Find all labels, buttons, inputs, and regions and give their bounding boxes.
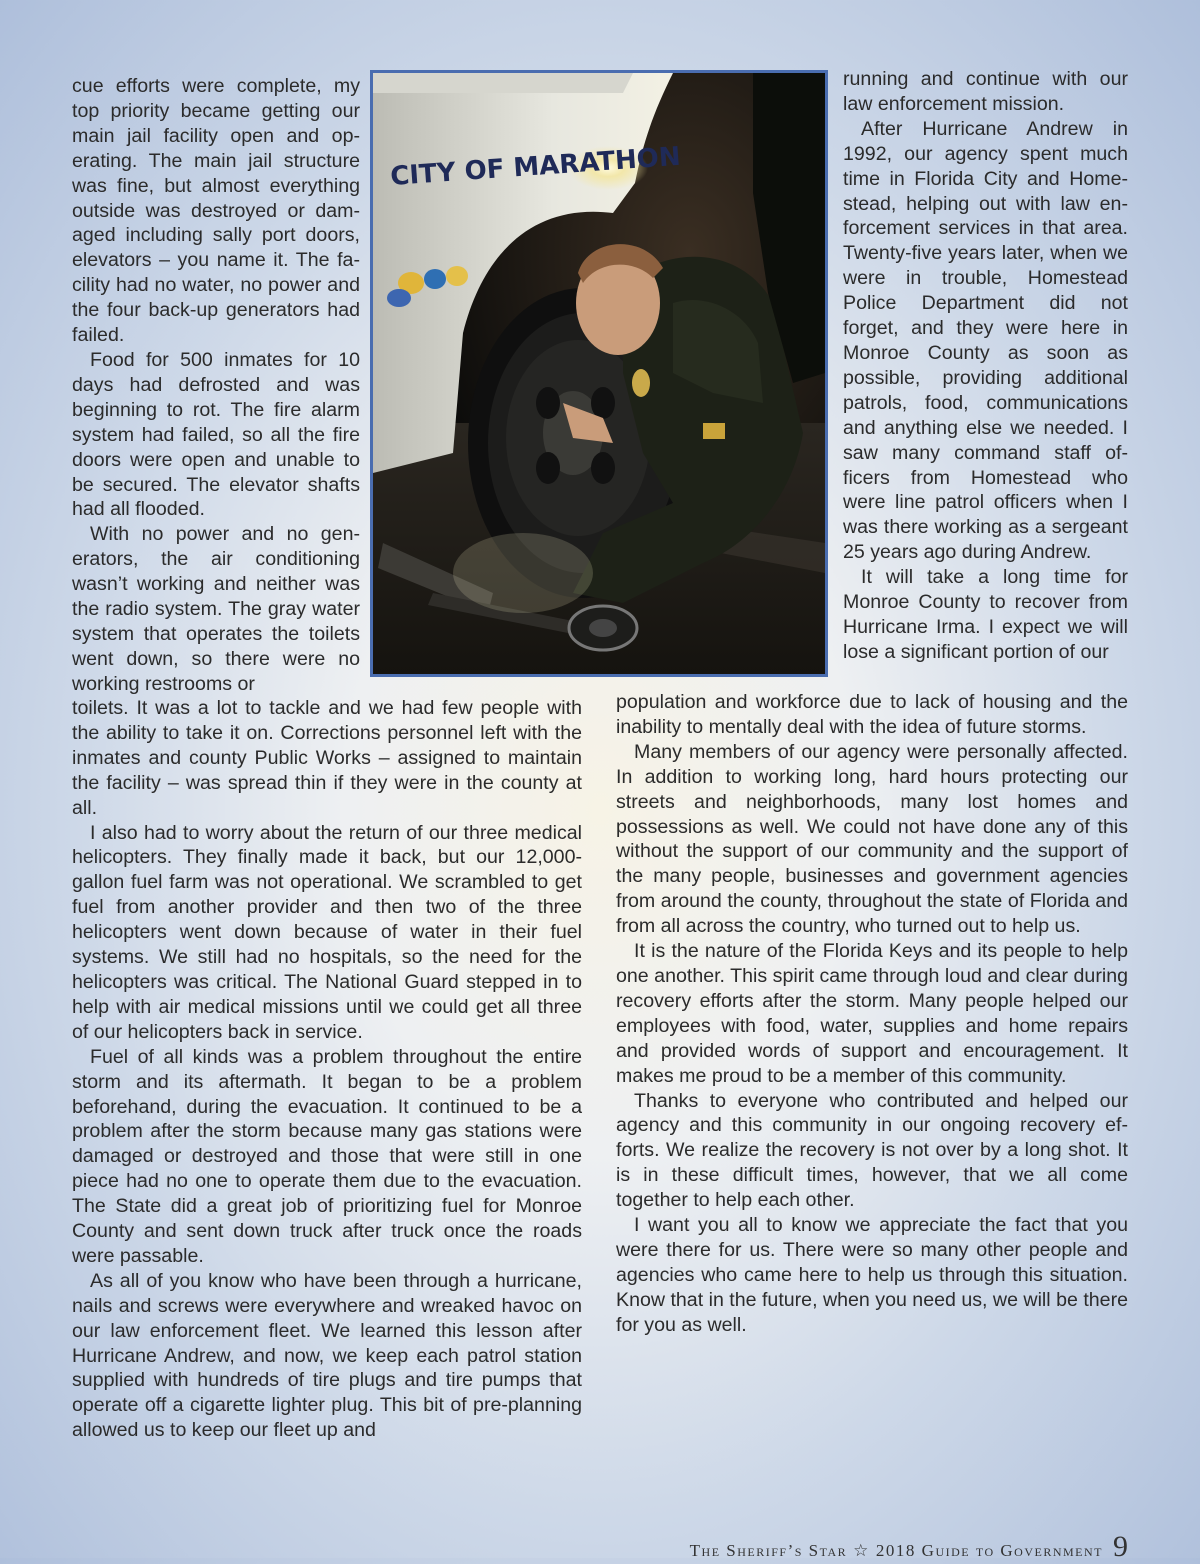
- article-column-left-top: [72, 74, 360, 697]
- paragraph: With no power and no generators, the air conditioning wasn’t working and neither was the radio system. The gray water system that operates the toilets went down, so there were no working restrooms or: [72, 523, 360, 695]
- article-photo: [370, 70, 828, 677]
- publication-name: The Sheriff’s Star: [689, 1541, 848, 1560]
- paragraph: toilets. It was a lot to tackle and we had few people with the ability to take it on. Corrections personnel left with the inmates and county Public Works – assigned to maintain the facility – was spread thin if they were in the county at all.: [72, 697, 582, 819]
- paragraph: Food for 500 inmates for 10 days had defrosted and was beginning to rot. The fire alarm system had failed, so all the fire doors were open and unable to be secured. The elevator shafts had all flooded.: [72, 348, 360, 521]
- paragraph: Fuel of all kinds was a problem throughout the entire storm and its aftermath. It began to be a problem beforehand, during the evacuation. It continued to be a problem after the storm because many gas stations were damaged or destroyed and those that were still in one piece had no one to operate them due to the evacuation. The State did a great job of prioritizing fuel for Monroe County and sent down truck after truck once the roads were passable.: [72, 1045, 582, 1267]
- paragraph: population and workforce due to lack of housing and the inability to mentally deal with the idea of future storms.: [616, 691, 1128, 738]
- paragraph: Many members of our agency were personally affected. In addition to working long, hard hours protecting our streets and neighborhoods, many lost homes and possessions as well. We could not have done any of this without the support of our community and the support of the many people, businesses and government agencies from around the county, throughout the state of Florida and from all across the country, who turned out to help us.: [616, 740, 1128, 938]
- article-column-left-bottom: [72, 696, 582, 1443]
- vehicle-lettering: CITY OF MARATHON: [389, 141, 682, 192]
- paragraph: cue efforts were complete, my top priority became getting our main jail facility open and operating. The main jail structure was fine, but almost everything outside was destroyed or damaged including sally port doors, elevators – you name it. The facility had no water, no power and the four back-up generators had failed.: [72, 75, 360, 347]
- page-number: 9: [1113, 1530, 1128, 1563]
- paragraph: As all of you know who have been through a hurricane, nails and screws were everywhere and wreaked havoc on our law enforcement fleet. We learned this lesson after Hurricane Andrew, and now, we keep each patrol station supplied with hundreds of tire plugs and tire pumps that operate off a cigarette lighter plug. This bit of pre-planning allowed us to keep our fleet up and: [72, 1269, 582, 1442]
- paragraph: It will take a long time for Monroe County to recover from Hurricane Irma. I expect we will lose a significant portion of our: [843, 566, 1128, 663]
- article-column-right-top: [843, 67, 1128, 665]
- paragraph: I want you all to know we appreciate the fact that you were there for us. There were so many other people and agencies who came here to help us through this situation. Know that in the future, when you need us, we will be there for you as well.: [616, 1214, 1128, 1336]
- paragraph: running and continue with our law enforcement mission.: [843, 68, 1128, 115]
- paragraph: After Hurricane Andrew in 1992, our agency spent much time in Florida City and Homestead, helping out with law enforcement services in that area. Twenty-five years later, when we were in trouble, Homestead Police Department did not forget, and they were here in Monroe County as soon as possible, providing additional patrols, food, communications and anything else we needed. I saw many command staff officers from Homestead who were line patrol officers when I was there working as a sergeant 25 years ago during Andrew.: [843, 117, 1128, 564]
- paragraph: I also had to worry about the return of our three medical helicopters. They finally made it back, but our 12,000-gallon fuel farm was not operational. We scrambled to get fuel from another provider and then two of the three helicopters went down because of water in their fuel systems. We still had no hospitals, so the need for the helicopters was critical. The National Guard stepped in to help with air medical missions until we could get all three of our helicopters back in service.: [72, 821, 582, 1043]
- section-name: 2018 Guide to Government: [875, 1541, 1103, 1560]
- paragraph: It is the nature of the Florida Keys and its people to help one another. This spirit came through loud and clear during recovery efforts after the storm. Many people helped our employees with food, water, supplies and home repairs and provided words of support and encouragement. It makes me proud to be a member of this community.: [616, 940, 1128, 1087]
- page-footer: [690, 1530, 1128, 1564]
- star-icon: ☆: [853, 1541, 870, 1560]
- photo-deputy-changing-tire: [373, 73, 825, 674]
- paragraph: Thanks to everyone who contributed and helped our agency and this community in our ongoing recovery efforts. We realize the recovery is not over by a long shot. It is in these difficult times, however, that we all come together to help each other.: [616, 1089, 1128, 1212]
- article-column-right-bottom: [616, 690, 1128, 1338]
